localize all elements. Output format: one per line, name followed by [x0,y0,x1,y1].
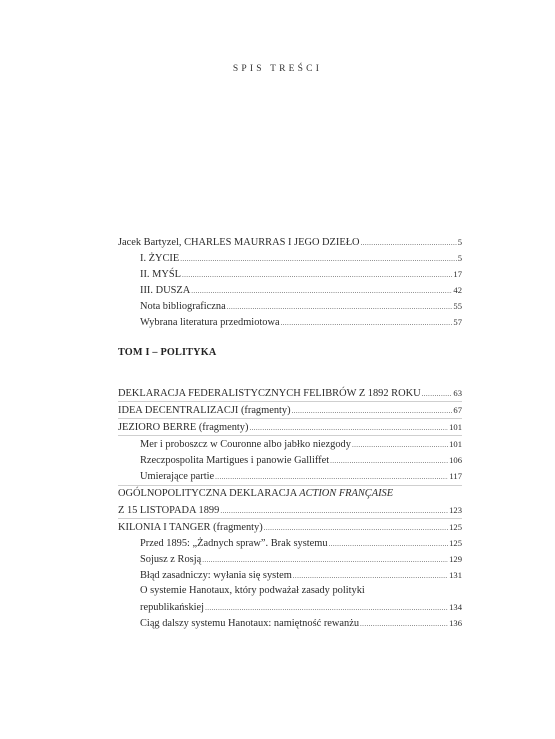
section-heading: TOM I – POLITYKA [118,347,217,358]
dot-leader [215,469,448,485]
toc-entry-label: Jacek Bartyzel, CHARLES MAURRAS I JEGO DZIEŁO [118,237,360,248]
toc-entry[interactable] [118,436,462,452]
toc-entry[interactable] [118,599,462,615]
toc-entry-label: III. DUSZA [140,285,191,297]
dot-leader [352,437,448,453]
toc-section-list [118,385,462,631]
toc-entry[interactable] [118,419,462,436]
toc-entry-page: 57 [453,317,462,328]
toc-entry-label: IDEA DECENTRALIZACJI (fragmenty) [118,405,291,417]
toc-entry-label: Z 15 LISTOPADA 1899 [118,504,220,516]
dot-leader [330,453,448,469]
dot-leader [182,267,452,283]
toc-entry-label: Błąd zasadniczy: wyłania się system [140,570,292,582]
toc-entry-page: 123 [449,504,462,515]
toc-entry[interactable] [118,250,462,266]
toc-entry[interactable] [118,314,462,330]
toc-entry[interactable] [118,234,462,250]
toc-entry[interactable] [118,502,462,519]
toc-entry[interactable] [118,583,462,599]
toc-entry-page: 42 [453,285,462,296]
toc-entry[interactable] [118,266,462,282]
toc-entry-label: Mer i proboszcz w Couronne albo jabłko niezgody [140,439,351,451]
toc-entry-page: 129 [449,553,462,564]
toc-entry-label-italic: ACTION FRANÇAISE [299,487,394,499]
toc-entry[interactable] [118,535,462,551]
toc-entry-label: republikańskiej [140,602,205,614]
toc-entry-label: Ciąg dalszy systemu Hanotaux: namiętność rewanżu [140,618,360,630]
toc-entry-page: 101 [449,422,462,433]
toc-entry-page: 67 [453,405,462,416]
dot-leader [281,315,453,331]
dot-leader [422,386,453,402]
toc-entry[interactable] [118,452,462,468]
toc-entry-label: JEZIORO BERRE (fragmenty) [118,422,249,434]
dot-leader [264,520,448,536]
dot-leader [205,600,448,616]
toc-entry-label: Wybrana literatura przedmiotowa [140,317,280,329]
toc-entry[interactable] [118,385,462,402]
dot-leader [227,299,453,315]
toc-entry[interactable] [118,615,462,631]
toc-entry-label: II. MYŚL [140,269,181,281]
toc-entry[interactable] [118,486,462,502]
toc-entry-page: 5 [457,253,462,264]
toc-entry-page: 125 [449,521,462,532]
toc-entry-page: 17 [453,269,462,280]
dot-leader [249,420,448,436]
toc-entry-page: 131 [449,570,462,581]
toc-entry-label: I. ŻYCIE [140,253,180,265]
toc-entry-label [118,486,393,502]
toc-entry-page: 134 [449,602,462,613]
dot-leader [180,251,456,267]
toc-entry[interactable] [118,402,462,419]
toc-entry-page: 106 [449,455,462,466]
toc-entry[interactable] [118,519,462,535]
toc-entry-page: 136 [449,618,462,629]
toc-entry-label: Sojusz z Rosją [140,553,202,565]
dot-leader [360,616,448,632]
dot-leader [361,235,457,251]
toc-entry-page: 117 [449,471,462,482]
toc-entry-label: KILONIA I TANGER (fragmenty) [118,521,263,533]
dot-leader [293,568,448,584]
toc-intro-list [118,234,462,331]
toc-entry-page: 55 [453,301,462,312]
dot-leader [220,503,448,519]
dot-leader [202,552,448,568]
toc-entry-label: O systemie Hanotaux, który podważał zasady polityki [140,585,365,597]
toc-entry-page: 5 [457,237,462,247]
toc-entry[interactable] [118,567,462,583]
toc-entry-label: DEKLARACJA FEDERALISTYCZNYCH FELIBRÓW Z 1892 ROKU [118,388,421,399]
toc-entry-page: 63 [453,388,462,398]
toc-entry-label: Rzeczpospolita Martigues i panowie Galliffet [140,455,330,467]
toc-entry-label: Przed 1895: „Żadnych spraw”. Brak systemu [140,537,328,549]
dot-leader [292,403,453,419]
toc-entry-label: Nota bibliograficzna [140,301,226,313]
toc-entry-label-plain: OGÓLNOPOLITYCZNA DEKLARACJA [118,487,300,499]
page-title: SPIS TREŚCI [232,64,323,74]
dot-leader [191,283,452,299]
toc-entry-page: 125 [449,537,462,548]
toc-entry[interactable] [118,298,462,314]
dot-leader [329,536,449,552]
toc-entry-page: 101 [449,439,462,450]
toc-entry[interactable] [118,282,462,298]
toc-entry-label: Umierające partie [140,471,215,483]
toc-entry[interactable] [118,468,462,485]
toc-entry[interactable] [118,551,462,567]
